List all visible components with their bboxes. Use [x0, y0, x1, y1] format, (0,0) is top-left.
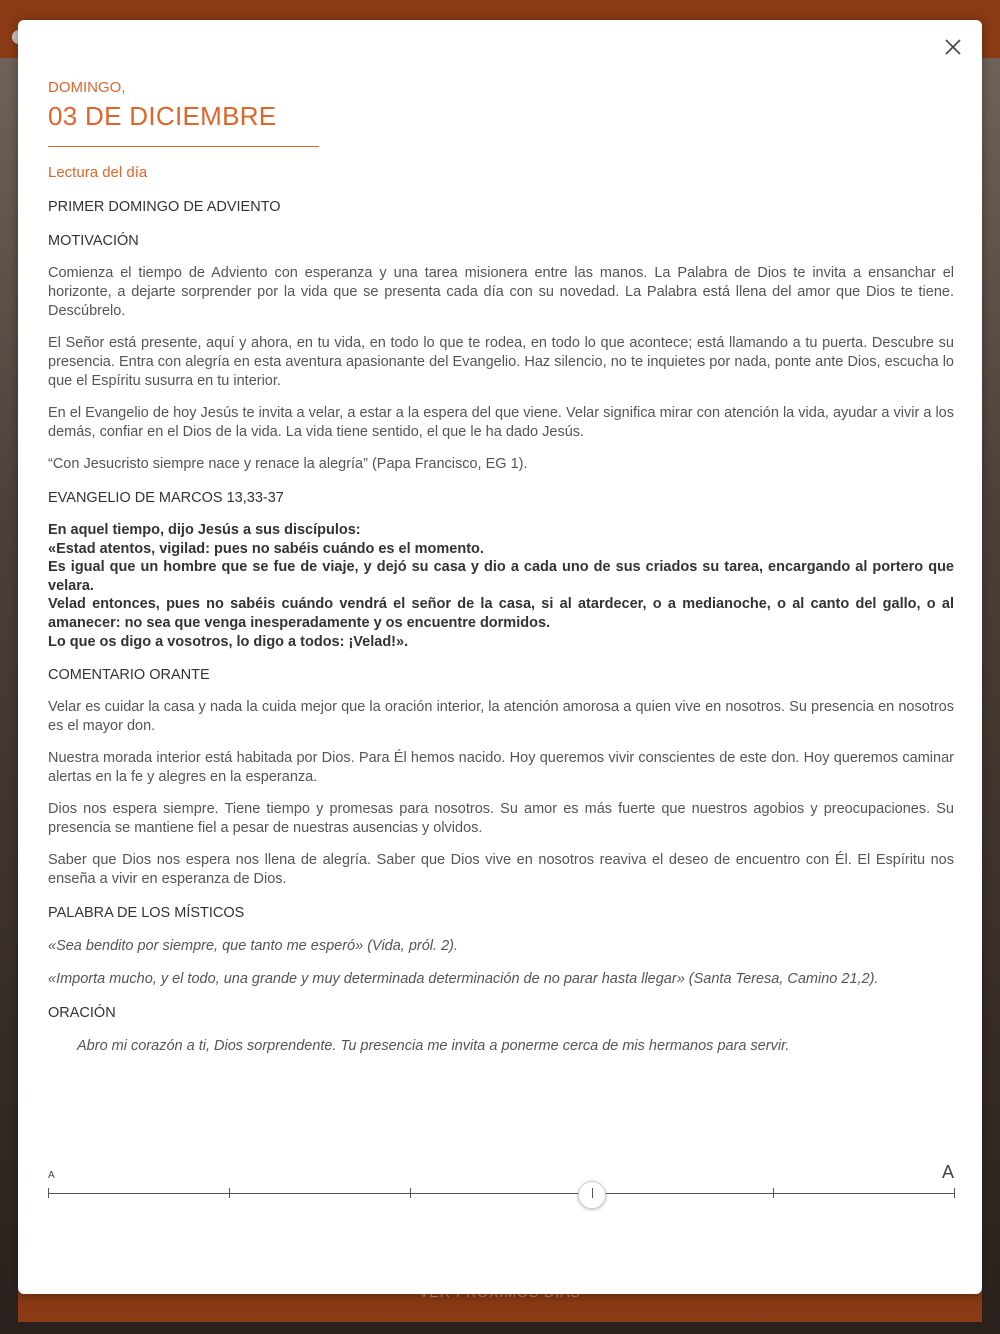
gospel-heading: EVANGELIO DE MARCOS 13,33-37	[48, 490, 284, 506]
close-icon[interactable]	[942, 36, 964, 58]
motivation-heading: MOTIVACIÓN	[48, 233, 139, 249]
slider-tick	[773, 1188, 774, 1198]
motivation-paragraph: El Señor está presente, aquí y ahora, en tu vida, en todo lo que te rodea, en todo lo que acontece; está llamando a tu puerta. Descubre su presencia. Entra con alegría en esta aventura apasionante del Evangelio. Haz silencio, no te inquietes por nada, ponte ante Dios, escucha lo que el Espíritu susurra en tu interior.	[48, 335, 954, 389]
gospel-line: Lo que os digo a vosotros, lo digo a todos: ¡Velad!».	[48, 633, 409, 650]
mystics-quote: «Sea bendito por siempre, que tanto me esperó» (Vida, pról. 2).	[48, 938, 459, 955]
slider-tick	[410, 1188, 411, 1198]
slider-track[interactable]	[48, 1193, 954, 1194]
font-size-min-label: A	[48, 1170, 55, 1181]
commentary-paragraph: Nuestra morada interior está habitada por Dios. Para Él hemos nacido. Hoy queremos vivir conscientes de este don. Hoy queremos caminar alertas en la fe y alegres en la esperanza.	[48, 750, 954, 786]
slider-tick	[954, 1188, 955, 1198]
slider-tick	[48, 1188, 49, 1198]
font-size-max-label: A	[941, 1162, 954, 1182]
section-link[interactable]: Lectura del día	[48, 164, 148, 181]
gospel-line: «Estad atentos, vigilad: pues no sabéis cuándo es el momento.	[48, 540, 484, 557]
reading-content	[48, 78, 954, 1056]
reading-modal	[18, 20, 982, 1294]
motivation-paragraph: En el Evangelio de hoy Jesús te invita a velar, a estar a la espera del que viene. Velar significa mirar con atención la vida, ayudar a vivir a los demás, confiar en el Dios de la vida. La vida tiene sentido, el que le ha dado Jesús.	[48, 405, 954, 440]
gospel-text	[48, 521, 954, 651]
gospel-line: Es igual que un hombre que se fue de viaje, y dejó su casa y dio a cada uno de sus criados su tarea, encargando al portero que velara.	[48, 559, 954, 594]
mystics-quote: «Importa mucho, y el todo, una grande y muy determinada determinación de no parar hasta llegar» (Santa Teresa, Camino 21,2).	[48, 971, 879, 988]
commentary-heading: COMENTARIO ORANTE	[48, 667, 210, 684]
gospel-line: En aquel tiempo, dijo Jesús a sus discípulos:	[48, 522, 361, 538]
gospel-line: Velad entonces, pues no sabéis cuándo vendrá el señor de la casa, si al atardecer, o a medianoche, o al canto del gallo, o al amanecer: no sea que venga inesperadamente y os encuentre dormidos.	[48, 596, 954, 631]
prayer-text: Abro mi corazón a ti, Dios sorprendente. Tu presencia me invita a ponerme cerca de mis hermanos para servir.	[77, 1038, 790, 1055]
font-size-slider[interactable]	[48, 1160, 954, 1220]
motivation-paragraph: Comienza el tiempo de Adviento con esperanza y una tarea misionera entre las manos. La Palabra de Dios te invita a ensanchar el horizonte, a dejarte sorprender por la vida que se presenta cada día con su novedad. La Palabra está llena del amor que Dios te tiene. Descúbrelo.	[48, 265, 954, 319]
commentary-paragraph: Velar es cuidar la casa y nada la cuida mejor que la oración interior, la atención amorosa a quien vive en nosotros. Su presencia en nosotros es el mayor don.	[48, 699, 954, 735]
commentary-paragraph: Dios nos espera siempre. Tiene tiempo y promesas para nosotros. Su amor es más fuerte que nuestros agobios y preocupaciones. Su presencia se mantiene fiel a pesar de nuestras ausencias y olvidos.	[48, 801, 954, 837]
title-divider	[48, 146, 319, 147]
mystics-heading: PALABRA DE LOS MÍSTICOS	[48, 905, 245, 922]
day-name: DOMINGO,	[48, 79, 126, 96]
slider-tick	[592, 1188, 593, 1198]
commentary-paragraph: Saber que Dios nos espera nos llena de alegría. Saber que Dios vive en nosotros reaviva el deseo de encuentro con Él. El Espíritu nos enseña a vivir en esperanza de Dios.	[48, 852, 954, 888]
date-title: 03 DE DICIEMBRE	[48, 101, 277, 131]
motivation-quote: “Con Jesucristo siempre nace y renace la alegría” (Papa Francisco, EG 1).	[48, 456, 528, 472]
prayer-heading: ORACIÓN	[48, 1005, 116, 1022]
slider-tick	[229, 1188, 230, 1198]
reading-title: PRIMER DOMINGO DE ADVIENTO	[48, 199, 281, 215]
